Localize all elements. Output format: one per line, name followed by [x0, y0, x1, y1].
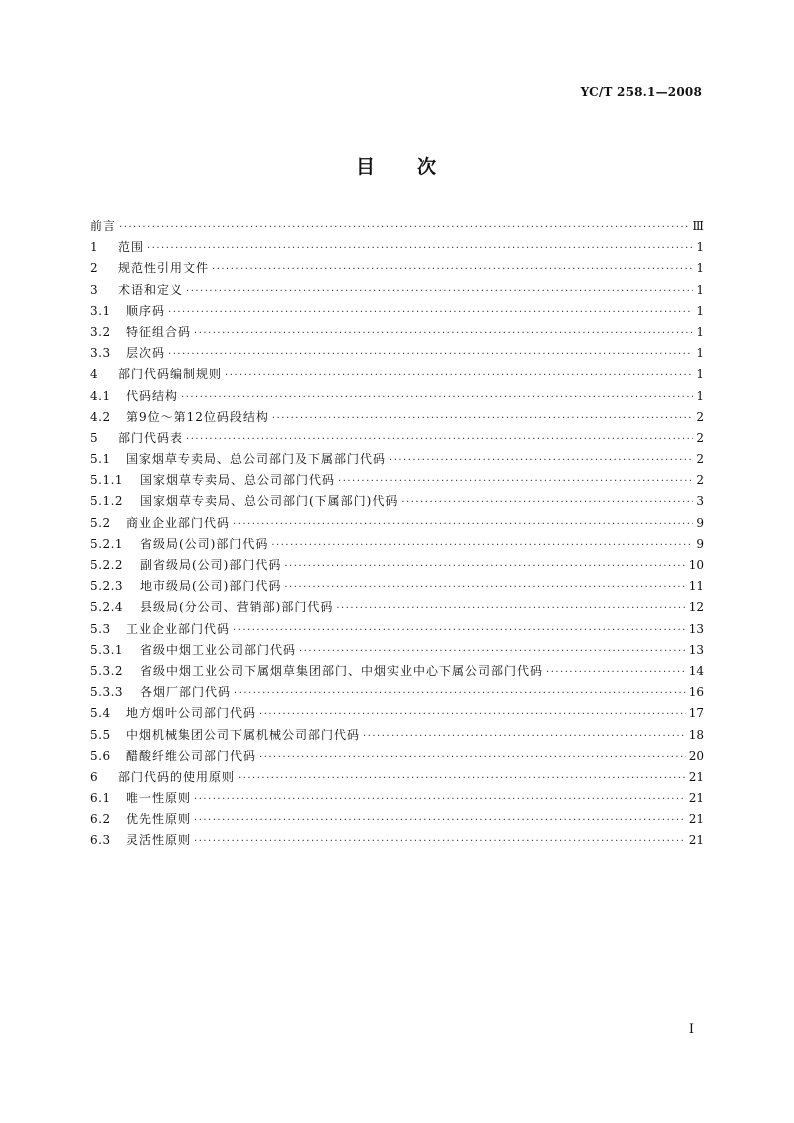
toc-dot-leader [194, 815, 686, 826]
toc-entry-page: 1 [696, 282, 704, 297]
toc-entry-title: 中烟机械集团公司下属机械公司部门代码 [126, 727, 361, 742]
toc-entry-page: 21 [688, 812, 704, 827]
page-title-part-1: 目 [355, 156, 377, 178]
toc-entry[interactable] [90, 302, 704, 323]
toc-entry-page: 2 [696, 452, 704, 467]
toc-entry-page: 9 [696, 536, 704, 551]
toc-entry-page: 1 [696, 303, 704, 318]
toc-dot-leader [194, 836, 686, 847]
toc-entry[interactable] [90, 217, 704, 238]
toc-entry[interactable] [90, 662, 704, 683]
toc-entry-number: 5.3 [90, 621, 111, 636]
toc-dot-leader [259, 752, 686, 763]
toc-entry[interactable] [90, 387, 704, 408]
toc-entry-number: 5.3.1 [90, 642, 124, 657]
toc-entry[interactable] [90, 620, 704, 641]
toc-entry[interactable] [90, 492, 704, 513]
toc-dot-leader [284, 561, 685, 572]
toc-entry-page: 2 [696, 430, 704, 445]
toc-entry[interactable] [90, 556, 704, 577]
toc-entry-title: 唯一性原则 [126, 791, 192, 806]
toc-dot-leader [147, 243, 693, 254]
toc-dot-leader [119, 222, 689, 233]
toc-entry[interactable] [90, 429, 704, 450]
toc-entry-title: 范围 [118, 240, 145, 255]
toc-entry-number: 5.4 [90, 706, 111, 721]
toc-entry-page: 11 [688, 579, 704, 594]
toc-entry-title: 代码结构 [126, 388, 179, 403]
toc-entry-page: 13 [688, 621, 704, 636]
toc-dot-leader [272, 413, 693, 424]
toc-entry-page: 1 [696, 388, 704, 403]
toc-entry[interactable] [90, 641, 704, 662]
toc-entry-page: 9 [696, 515, 704, 530]
standard-number: YC/T 258.1—2008 [580, 85, 702, 99]
toc-entry-title: 工业企业部门代码 [126, 621, 231, 636]
toc-entry-page: 1 [696, 324, 704, 339]
toc-entry-title: 规范性引用文件 [118, 261, 210, 276]
toc-entry-number: 4.1 [90, 388, 111, 403]
toc-entry[interactable] [90, 810, 704, 831]
toc-entry-page: Ⅲ [692, 219, 704, 233]
toc-entry-page: 18 [688, 727, 704, 742]
toc-entry-number: 5.1.1 [90, 473, 124, 488]
toc-entry-page: 21 [688, 791, 704, 806]
toc-entry-page: 2 [696, 409, 704, 424]
toc-entry[interactable] [90, 768, 704, 789]
toc-entry[interactable] [90, 577, 704, 598]
toc-entry-title: 国家烟草专卖局、总公司部门代码 [140, 473, 336, 488]
toc-entry-number: 5.1.2 [90, 494, 124, 509]
toc-entry-title: 商业企业部门代码 [126, 515, 231, 530]
toc-entry-number: 3.3 [90, 346, 111, 361]
toc-entry[interactable] [90, 831, 704, 852]
toc-entry[interactable] [90, 514, 704, 535]
toc-entry-title: 部门代码编制规则 [118, 367, 223, 382]
toc-entry[interactable] [90, 281, 704, 302]
toc-dot-leader [238, 773, 686, 784]
toc-entry-title: 层次码 [126, 346, 166, 361]
toc-entry-page: 13 [688, 642, 704, 657]
toc-entry-number: 5.2.3 [90, 579, 124, 594]
toc-entry-title: 国家烟草专卖局、总公司部门(下属部门)代码 [140, 494, 399, 509]
toc-entry-number: 5 [90, 430, 99, 445]
toc-entry-number: 5.1 [90, 452, 111, 467]
toc-entry-title: 灵活性原则 [126, 833, 192, 848]
toc-entry-number: 5.3.2 [90, 663, 124, 678]
toc-entry-number: 1 [90, 240, 99, 255]
toc-dot-leader [168, 307, 693, 318]
toc-dot-leader [194, 328, 693, 339]
toc-dot-leader [363, 731, 686, 742]
toc-dot-leader [225, 370, 693, 381]
toc-entry[interactable] [90, 365, 704, 386]
toc-entry-number: 2 [90, 261, 99, 276]
toc-dot-leader [181, 392, 693, 403]
table-of-contents [90, 217, 704, 853]
toc-entry-title: 部门代码的使用原则 [118, 769, 236, 784]
page-folio: I [688, 1022, 694, 1037]
toc-entry-number: 5.2.2 [90, 558, 124, 572]
toc-dot-leader [233, 519, 693, 530]
toc-entry-page: 1 [696, 367, 704, 382]
toc-entry-title: 各烟厂部门代码 [140, 685, 232, 700]
toc-entry-number: 5.5 [90, 727, 111, 742]
toc-dot-leader [186, 286, 693, 297]
toc-entry-page: 3 [696, 494, 704, 509]
toc-entry-title: 地方烟叶公司部门代码 [126, 706, 257, 721]
toc-dot-leader [234, 688, 686, 699]
toc-entry-title: 省级中烟工业公司下属烟草集团部门、中烟实业中心下属公司部门代码 [140, 663, 544, 678]
toc-dot-leader [233, 625, 686, 636]
toc-dot-leader [212, 264, 693, 275]
toc-entry-title: 优先性原则 [126, 812, 192, 827]
toc-dot-leader [259, 709, 686, 720]
toc-entry-page: 2 [696, 473, 704, 488]
toc-entry[interactable] [90, 238, 704, 259]
toc-entry-number: 6 [90, 769, 99, 784]
toc-entry-number: 5.2 [90, 515, 111, 530]
toc-entry-title: 省级局(公司)部门代码 [140, 536, 269, 551]
toc-entry-title: 副省级局(公司)部门代码 [140, 558, 282, 572]
toc-entry[interactable] [90, 726, 704, 747]
toc-entry[interactable] [90, 471, 704, 492]
toc-entry-number: 3.1 [90, 303, 111, 318]
toc-entry-page: 17 [688, 706, 704, 721]
toc-entry-page: 12 [688, 600, 704, 615]
toc-entry[interactable] [90, 747, 704, 768]
toc-entry-page: 14 [688, 663, 704, 678]
toc-entry-title: 顺序码 [126, 303, 166, 318]
toc-dot-leader [168, 349, 693, 360]
toc-entry[interactable] [90, 789, 704, 810]
toc-entry-number: 5.6 [90, 748, 111, 763]
toc-entry[interactable] [90, 683, 704, 704]
toc-entry[interactable] [90, 323, 704, 344]
toc-entry[interactable] [90, 704, 704, 725]
toc-entry-number: 5.2.1 [90, 536, 124, 551]
toc-entry-title: 省级中烟工业公司部门代码 [140, 642, 297, 657]
toc-entry-title: 地市级局(公司)部门代码 [140, 579, 282, 594]
toc-entry-number: 3 [90, 282, 99, 297]
toc-dot-leader [401, 497, 693, 508]
toc-entry-page: 1 [696, 346, 704, 361]
toc-entry-page: 20 [688, 748, 704, 763]
toc-entry-number: 6.2 [90, 812, 111, 827]
toc-entry-page: 16 [688, 685, 704, 700]
toc-entry[interactable] [90, 259, 704, 280]
toc-entry-title: 第9位～第12位码段结构 [126, 409, 269, 424]
toc-dot-leader [336, 603, 685, 614]
toc-entry-number: 4.2 [90, 409, 111, 424]
toc-entry[interactable] [90, 598, 704, 619]
toc-entry-page: 10 [688, 558, 704, 572]
toc-entry-title: 醋酸纤维公司部门代码 [126, 748, 257, 763]
page-title [0, 152, 794, 179]
toc-entry-title: 县级局(分公司、营销部)部门代码 [140, 600, 334, 615]
toc-dot-leader [299, 646, 686, 657]
toc-dot-leader [186, 434, 693, 445]
toc-entry[interactable] [90, 408, 704, 429]
toc-entry-number: 4 [90, 367, 99, 382]
toc-entry-title: 术语和定义 [118, 282, 184, 297]
toc-dot-leader [389, 455, 693, 466]
toc-dot-leader [271, 540, 693, 551]
toc-dot-leader [284, 582, 685, 593]
toc-entry-page: 21 [688, 833, 704, 848]
toc-dot-leader [338, 476, 693, 487]
toc-entry-title: 国家烟草专卖局、总公司部门及下属部门代码 [126, 452, 387, 467]
toc-entry-title: 部门代码表 [118, 430, 184, 445]
toc-entry-page: 1 [696, 240, 704, 255]
toc-entry-number: 5.2.4 [90, 600, 124, 615]
toc-entry-page: 1 [696, 261, 704, 276]
toc-dot-leader [194, 794, 686, 805]
toc-entry-number: 3.2 [90, 324, 111, 339]
toc-entry-title: 前言 [90, 219, 117, 233]
toc-entry[interactable] [90, 450, 704, 471]
toc-entry-title: 特征组合码 [126, 324, 192, 339]
toc-entry-page: 21 [688, 769, 704, 784]
toc-entry[interactable] [90, 344, 704, 365]
toc-entry-number: 6.1 [90, 791, 111, 806]
toc-entry-number: 6.3 [90, 833, 111, 848]
page-title-part-2: 次 [417, 156, 439, 178]
toc-dot-leader [546, 667, 686, 678]
toc-entry-number: 5.3.3 [90, 685, 124, 700]
toc-entry[interactable] [90, 535, 704, 556]
